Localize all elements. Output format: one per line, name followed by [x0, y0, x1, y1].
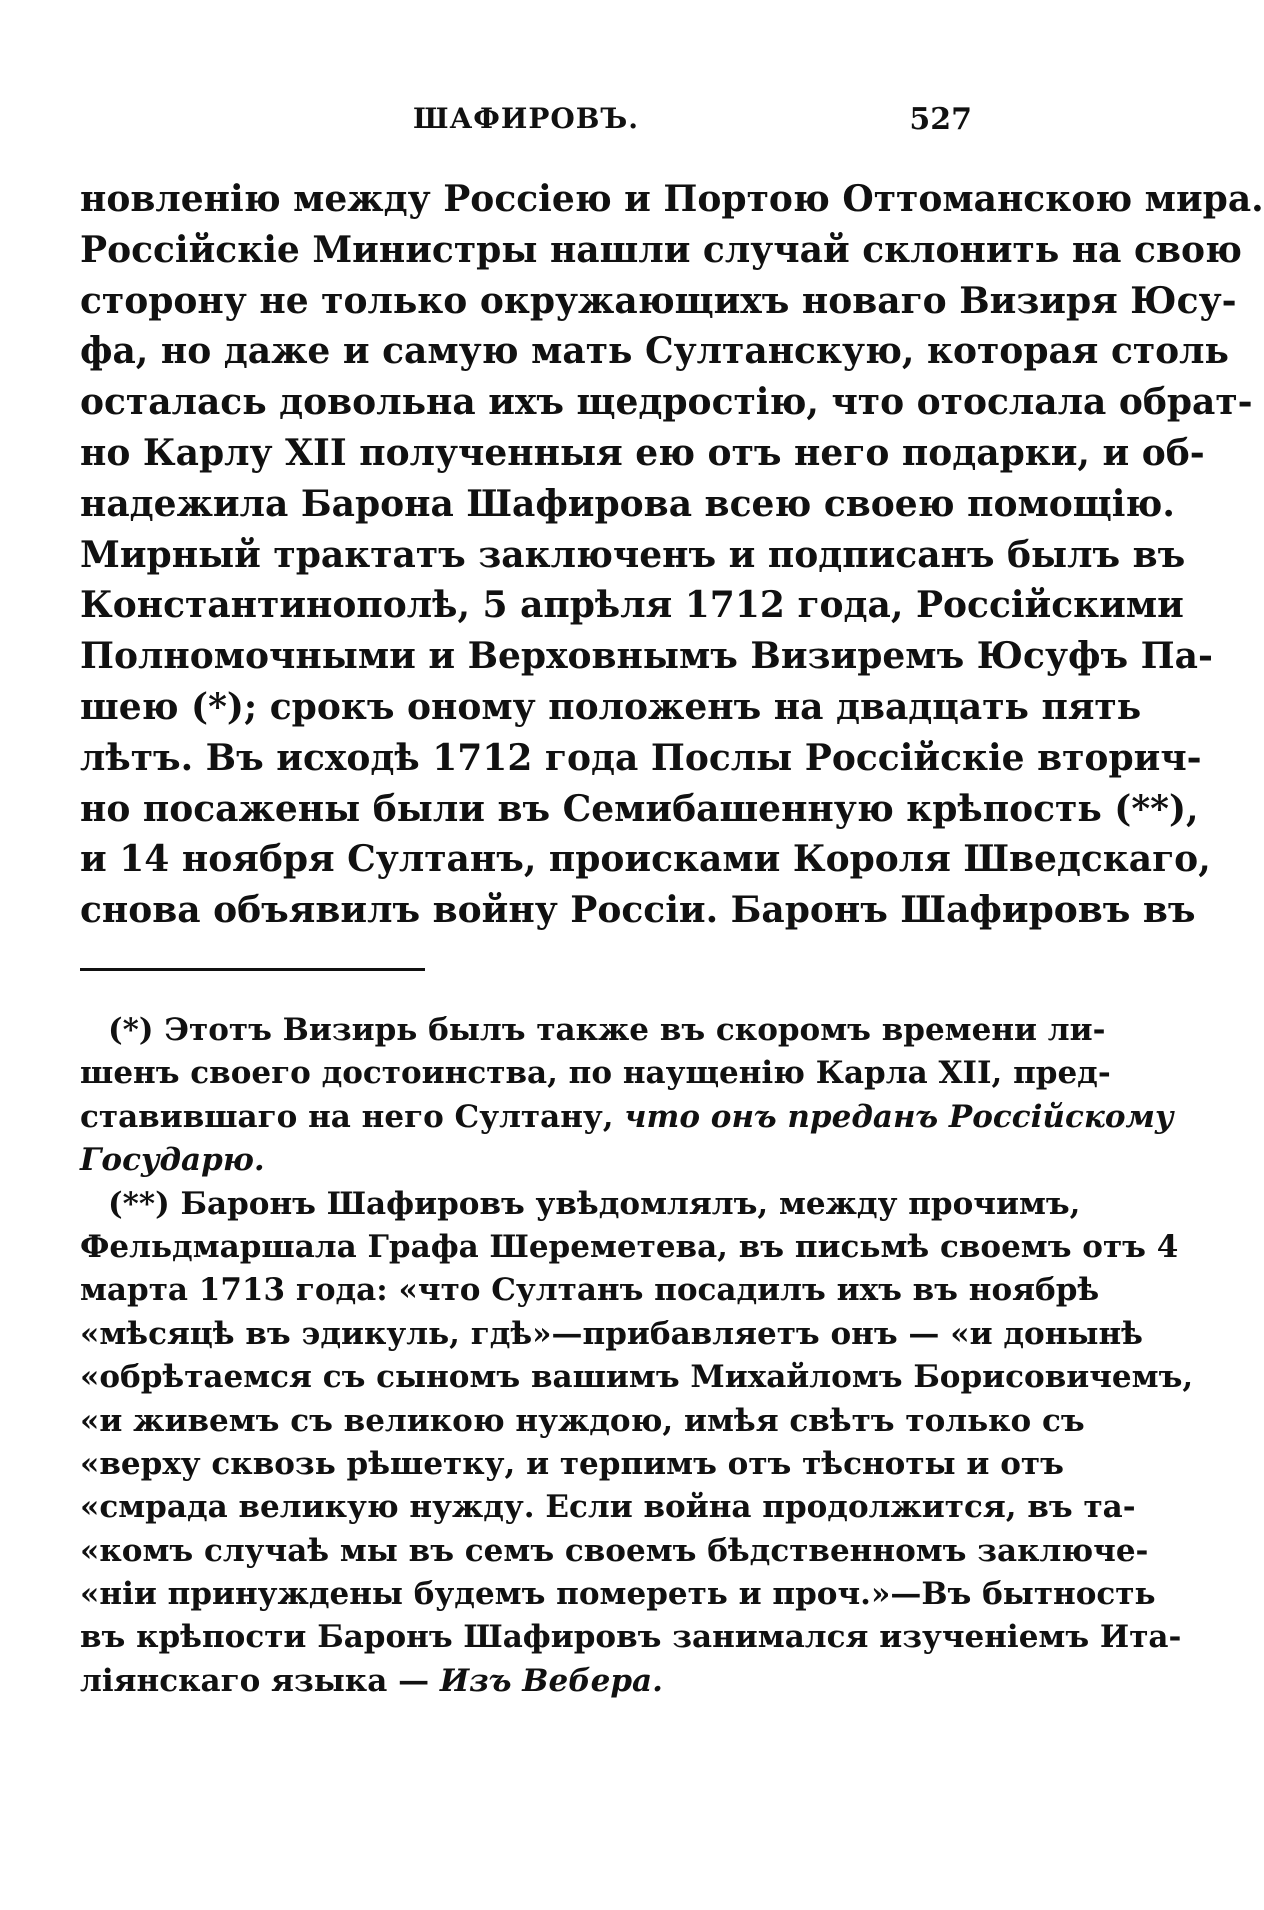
- text-line: но Карлу XII полученныя ею отъ него подарки, и об-: [80, 431, 1205, 474]
- running-header: [80, 102, 972, 142]
- footnote-text: ліянскаго языка —: [80, 1662, 440, 1699]
- footnote-text: ставившаго на него Султану,: [80, 1098, 625, 1135]
- text-line: снова объявилъ войну Россіи. Баронъ Шафировъ въ: [80, 889, 1196, 932]
- text-line: Полномочными и Верховнымъ Визиремъ Юсуфъ Па-: [80, 635, 1213, 678]
- text-line: Константинополѣ, 5 апрѣля 1712 года, Россійскими: [80, 584, 1184, 627]
- footnotes: [80, 1009, 1194, 1703]
- footnote-line: «обрѣтаемся съ сыномъ вашимъ Михайломъ Борисовичемъ,: [80, 1359, 1194, 1396]
- main-text: [80, 174, 1264, 936]
- footnote-source-italic: Изъ Вебера.: [439, 1662, 663, 1699]
- footnote-italic-text: что онъ преданъ Россійскому: [624, 1098, 1174, 1135]
- text-line: новленію между Россіею и Портою Оттоманскою мира.: [80, 178, 1264, 220]
- text-line: и 14 ноября Султанъ, происками Короля Шведскаго,: [80, 838, 1211, 881]
- running-title: ШАФИРОВЪ.: [413, 102, 639, 135]
- footnote-line: шенъ своего достоинства, по наущенію Карла XII, пред-: [80, 1055, 1111, 1092]
- text-line: надежила Барона Шафирова всею своею помощію.: [80, 482, 1175, 525]
- text-line: но посажены были въ Семибашенную крѣпость (**),: [80, 787, 1199, 830]
- text-line: шею (*); срокъ оному положенъ на двадцать пять: [80, 685, 1142, 728]
- footnote-italic-line: Государю.: [80, 1142, 265, 1179]
- page-number: 527: [909, 102, 972, 137]
- footnote-line: [80, 1096, 1174, 1139]
- text-line: Россійскіе Министры нашли случай склонить на свою: [80, 228, 1242, 271]
- text-line: Мирный трактатъ заключенъ и подписанъ былъ въ: [80, 533, 1186, 576]
- footnote-line: «верху сквозь рѣшетку, и терпимъ отъ тѣсноты и отъ: [80, 1445, 1064, 1482]
- text-line: лѣтъ. Въ исходѣ 1712 года Послы Россійскіе вторич-: [80, 736, 1202, 779]
- text-line: осталась довольна ихъ щедростію, что отослала обрат-: [80, 381, 1253, 424]
- footnote-line: «и живемъ съ великою нуждою, имѣя свѣтъ только съ: [80, 1402, 1085, 1439]
- footnote-line: «комъ случаѣ мы въ семъ своемъ бѣдственномъ заключе-: [80, 1532, 1149, 1569]
- footnote-line: марта 1713 года: «что Султанъ посадилъ ихъ въ ноябрѣ: [80, 1272, 1100, 1309]
- footnote-line: [80, 1660, 972, 1703]
- footnote-line: (**) Баронъ Шафировъ увѣдомлялъ, между прочимъ,: [108, 1185, 1081, 1222]
- text-line: фа, но даже и самую мать Султанскую, которая столь: [80, 330, 1229, 373]
- footnote-2: [80, 1183, 1194, 1704]
- footnote-separator: [80, 968, 425, 971]
- footnote-line: «ніи принуждены будемъ помереть и проч.»—Въ бытность: [80, 1576, 1156, 1613]
- footnote-line: Фельдмаршала Графа Шереметева, въ письмѣ своемъ отъ 4: [80, 1228, 1179, 1265]
- footnote-line: «смрада великую нужду. Если война продолжится, въ та-: [80, 1489, 1136, 1526]
- footnote-line: (*) Этотъ Визирь былъ также въ скоромъ времени ли-: [108, 1012, 1106, 1048]
- footnote-1: [80, 1009, 1174, 1183]
- text-line: сторону не только окружающихъ новаго Визиря Юсу-: [80, 279, 1237, 322]
- footnote-line: «мѣсяцѣ въ эдикуль, гдѣ»—прибавляетъ онъ — «и донынѣ: [80, 1315, 1143, 1352]
- footnote-line: въ крѣпости Баронъ Шафировъ занимался изученіемъ Ита-: [80, 1619, 1182, 1656]
